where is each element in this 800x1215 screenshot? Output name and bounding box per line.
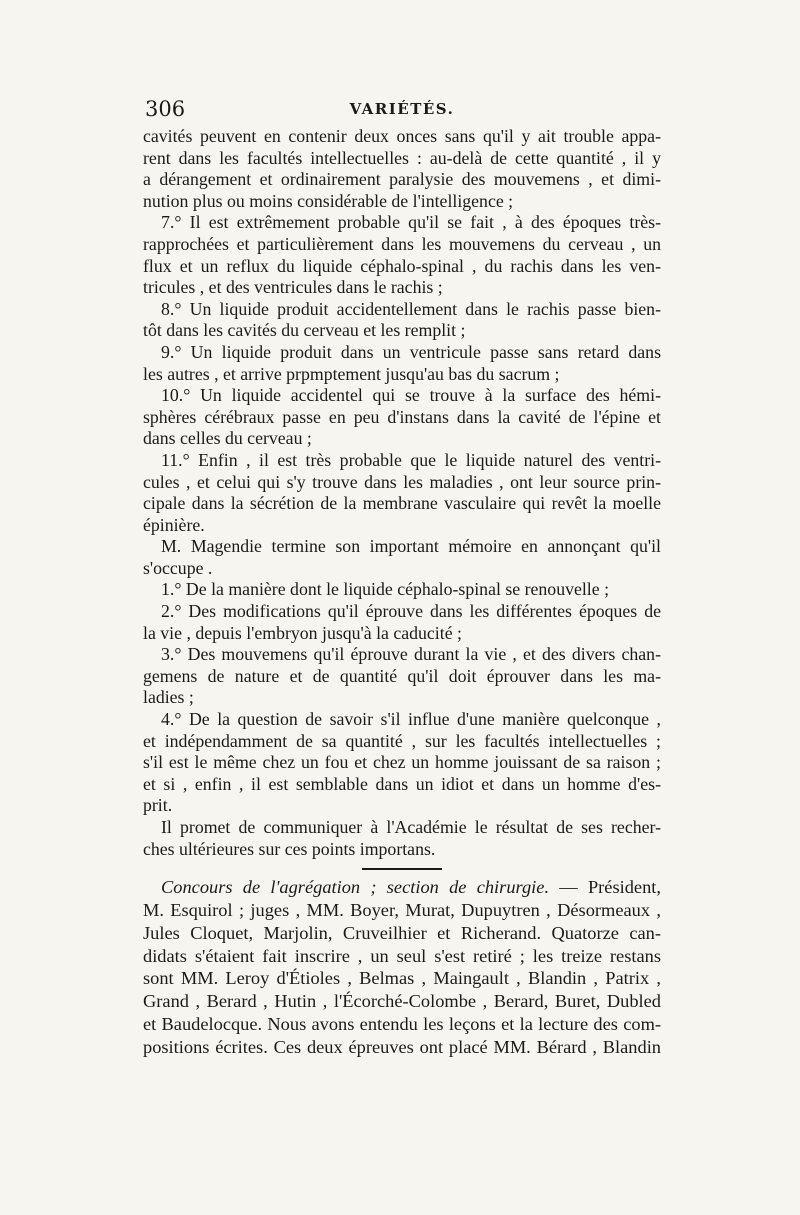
text-line: ches ultérieures sur ces points importans. [143, 838, 436, 859]
text-line: 11.° Enfin , il est très probable que le liquide naturel des ventri- [161, 449, 661, 470]
text-line: 4.° De la question de savoir s'il influe d'une manière quelconque , [161, 709, 661, 730]
text-line: les autres , et arrive prpmptement jusqu'au bas du sacrum ; [143, 363, 560, 384]
text-line: 1.° De la manière dont le liquide céphalo-spinal se renouvelle ; [161, 579, 610, 600]
text-line: 10.° Un liquide accidentel qui se trouve à la surface des hémi- [161, 385, 661, 406]
text-line: sphères cérébraux passe en peu d'instans dans la cavité de l'épine et [143, 406, 661, 427]
page-header [143, 97, 661, 123]
magendie-section [143, 126, 661, 860]
line-text: Grand , Berard , Hutin , l'Écorché-Colombe , Berard, Buret, Dubled [143, 991, 661, 1012]
text-line [143, 967, 661, 990]
running-head: VARIÉTÉS. [349, 100, 455, 118]
text-line: s'occupe . [143, 557, 213, 578]
text-line: prit. [143, 795, 173, 816]
section-heading: Concours de l'agrégation ; section de chirurgie. [161, 877, 550, 898]
line-text: M. Esquirol ; juges , MM. Boyer, Murat, Dupuytren , Désormeaux , [143, 899, 661, 920]
line-text: positions écrites. Ces deux épreuves ont placé MM. Bérard , Blandin [143, 1036, 661, 1057]
text-line [143, 1036, 661, 1059]
text-line: cules , et celui qui s'y trouve dans les maladies , ont leur source prin- [143, 471, 661, 492]
text-line: et indépendamment de sa quantité , sur les facultés intellectuelles ; [143, 730, 661, 751]
text-line: 2.° Des modifications qu'il éprouve dans les différentes époques de [161, 601, 661, 622]
text-line: gemens de nature et de quantité qu'il doit éprouver dans les ma- [143, 665, 661, 686]
text-line: nution plus ou moins considérable de l'intelligence ; [143, 190, 514, 211]
text-line: cavités peuvent en contenir deux onces sans qu'il y ait trouble appa- [143, 126, 661, 146]
line-text: sont MM. Leroy d'Étioles , Belmas , Maingault , Blandin , Patrix , [143, 968, 661, 989]
line-text: Jules Cloquet, Marjolin, Cruveilhier et Richerand. Quatorze can- [143, 922, 661, 943]
text-line: 3.° Des mouvemens qu'il éprouve durant la vie , et des divers chan- [161, 644, 661, 665]
text-line [143, 945, 661, 968]
text-line [143, 876, 661, 899]
body-text [143, 126, 661, 1059]
text-line: M. Magendie termine son important mémoire en annonçant qu'il [161, 536, 661, 557]
page-number: 306 [145, 97, 186, 121]
section-divider [362, 868, 442, 870]
text-line [143, 922, 661, 945]
text-line: tôt dans les cavités du cerveau et les remplit ; [143, 320, 466, 341]
text-line: s'il est le même chez un fou et chez un homme jouissant de sa raison ; [143, 752, 661, 773]
text-line [143, 990, 661, 1013]
text-line: rapprochées et particulièrement dans les mouvemens du cerveau , un [143, 233, 661, 254]
text-line: cipale dans la sécrétion de la membrane vasculaire qui revêt la moelle [143, 493, 661, 514]
text-line: a dérangement et ordinairement paralysie des mouvemens , et dimi- [143, 169, 661, 190]
text-line: ladies ; [143, 687, 194, 708]
text-line [143, 1013, 661, 1036]
line-text: didats s'étaient fait inscrire , un seul s'est retiré ; les treize restans [143, 945, 661, 966]
text-line: la vie , depuis l'embryon jusqu'à la caducité ; [143, 622, 462, 643]
text-line: tricules , et des ventricules dans le rachis ; [143, 277, 443, 298]
text-line: rent dans les facultés intellectuelles : au-delà de cette quantité , il y [143, 147, 661, 168]
text-line: flux et un reflux du liquide céphalo-spinal , du rachis dans les ven- [143, 255, 661, 276]
text-line: 8.° Un liquide produit accidentellement dans le rachis passe bien- [161, 298, 661, 319]
line-text: et Baudelocque. Nous avons entendu les leçons et la lecture des com- [143, 1013, 661, 1034]
text-line: épinière. [143, 514, 205, 535]
text-line: Il promet de communiquer à l'Académie le résultat de ses recher- [161, 817, 661, 837]
text-line: et si , enfin , il est semblable dans un idiot et dans un homme d'es- [143, 773, 661, 794]
text-line: 7.° Il est extrêmement probable qu'il se fait , à des époques très- [161, 212, 661, 233]
text-line: dans celles du cerveau ; [143, 428, 312, 449]
text-line [143, 899, 661, 922]
concours-section [143, 876, 661, 1058]
text-line: 9.° Un liquide produit dans un ventricule passe sans retard dans [161, 341, 661, 362]
line-text: — Président, [549, 877, 661, 898]
